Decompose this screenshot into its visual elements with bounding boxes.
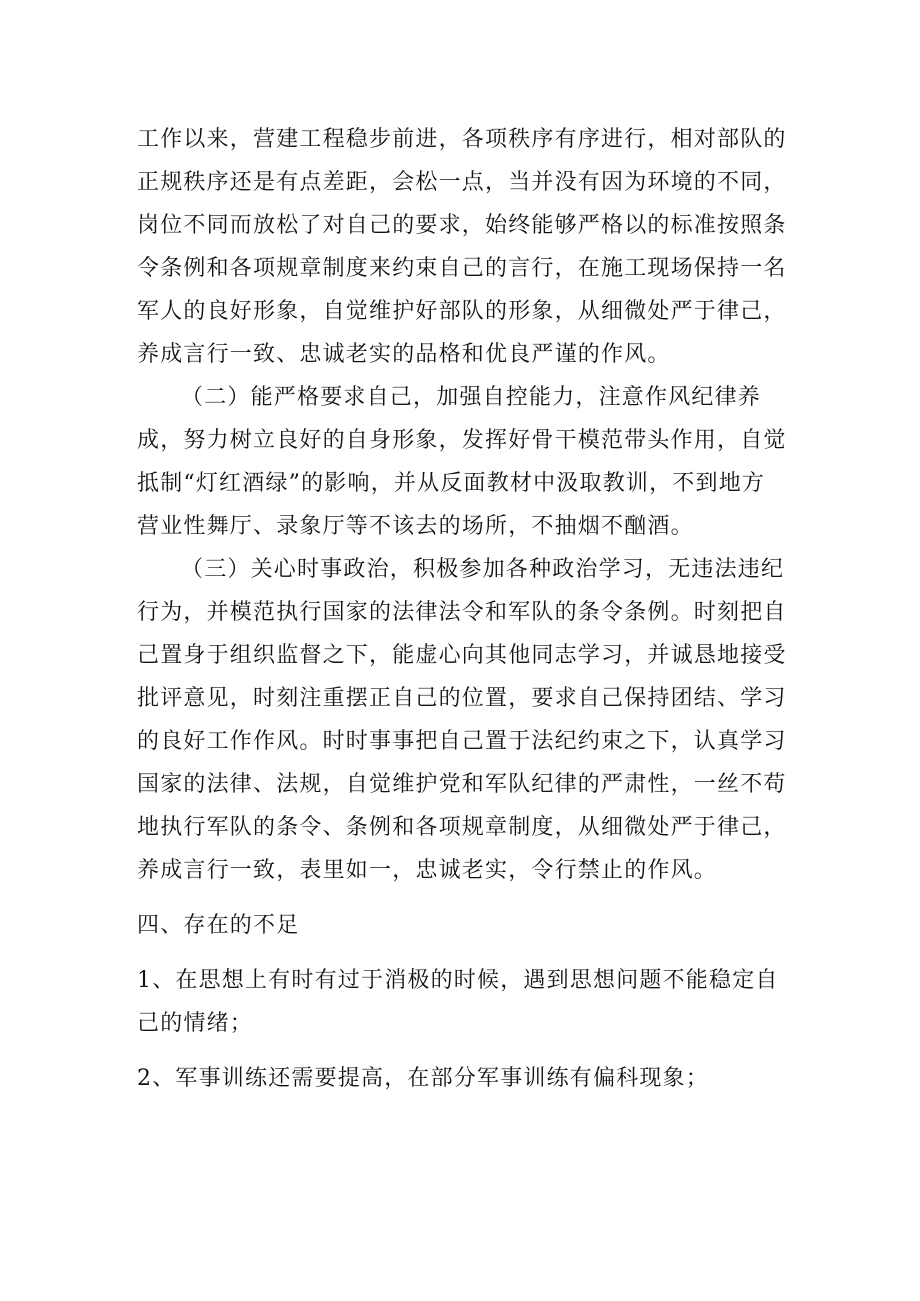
paragraph-section-2: （二）能严格要求自己，加强自控能力，注意作风纪律养成，努力树立良好的自身形象，发挥好骨干模范带头作用，自觉抵制“灯红酒绿”的影响，并从反面教材中汲取教训，不到地方营业性舞厅、录象厅等不该去的场所，不抽烟不酗酒。 (137, 385, 787, 539)
list-item-2: 2、军事训练还需要提高，在部分军事训练有偏科现象； (137, 1066, 709, 1091)
section-heading-shortcomings: 四、存在的不足 (137, 913, 300, 938)
paragraph-section-3: （三）关心时事政治，积极参加各种政治学习，无违法违纪行为，并模范执行国家的法律法令和军队的条令条例。时刻把自己置身于组织监督之下，能虚心向其他同志学习，并诚恳地接受批评意见，时刻注重摆正自己的位置，要求自己保持团结、学习的良好工作作风。时时事事把自己置于法纪约束之下，认真学习国家的法律、法规，自觉维护党和军队纪律的严肃性，一丝不苟地执行军队的条令、条例和各项规章制度，从细微处严于律己，养成言行一致，表里如一，忠诚老实，令行禁止的作风。 (137, 557, 787, 883)
list-item-1: 1、在思想上有时有过于消极的时候，遇到思想问题不能稳定自己的情绪； (137, 968, 779, 1036)
paragraph-continuation: 工作以来，营建工程稳步前进，各项秩序有序进行，相对部队的正规秩序还是有点差距，会松一点，当并没有因为环境的不同，岗位不同而放松了对自己的要求，始终能够严格以的标准按照条令条例和各项规章制度来约束自己的言行，在施工现场保持一名军人的良好形象，自觉维护好部队的形象，从细微处严于律己，养成言行一致、忠诚老实的品格和优良严谨的作风。 (137, 127, 787, 367)
